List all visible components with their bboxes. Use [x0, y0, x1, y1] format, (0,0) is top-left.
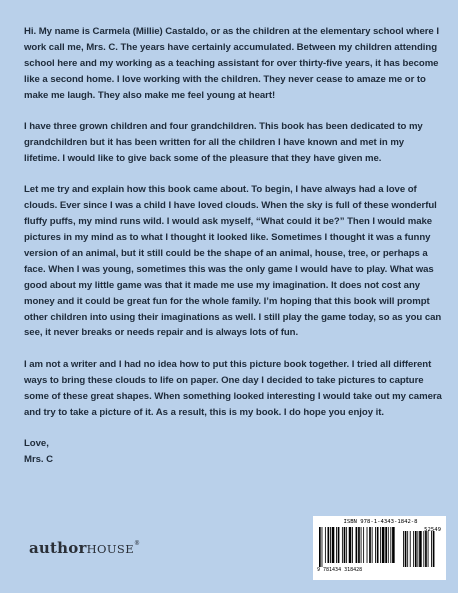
logo-author-text: author [29, 539, 87, 557]
registered-mark: ® [134, 540, 141, 547]
letter-body [24, 24, 442, 468]
isbn-barcode [313, 516, 446, 580]
paragraph-family: I have three grown children and four grandchildren. This book has been dedicated to my grandchildren but it has been written for all the children I have known and met in my lifetime. I would like to give back some of the pleasure that they have given me. [24, 121, 423, 164]
paragraph-intro: Hi. My name is Carmela (Millie) Castaldo, or as the children at the elementary school where I work call me, Mrs. C. The years have certainly accumulated. Between my children attending school here and my working as a teaching assistant for over thirty-five years, it has become like a second home. I love working with the children. They never cease to amaze me or to make me laugh. They also make me feel young at heart! [24, 26, 439, 101]
paragraph-book: I am not a writer and I had no idea how to put this picture book together. I tried all different ways to bring these clouds to life on paper. One day I decided to take pictures to capture some of these great shapes. When something looked interesting I would take out my camera and try to take a picture of it. As a result, this is my book. I do hope you enjoy it. [24, 358, 442, 418]
closing-text: Love, [24, 437, 49, 449]
isbn-label: ISBN 978-1-4343-1842-8 [343, 519, 418, 525]
logo-house-text: HOUSE [86, 542, 134, 556]
paragraph-clouds: Let me try and explain how this book came about. To begin, I have always had a love of clouds. Ever since I was a child I have loved clouds. When the sky is full of these wonderful fluffy puffs, my mind runs wild. I would ask myself, “What could it be?” Then I would make pictures in my mind as to what I thought it looked like. Sometimes I thought it was a funny version of an animal, but it still could be the shape of an animal, house, tree, or perhaps a face. When I was young, sometimes this was the only game I would have to play. What was good about my little game was that it made me use my imagination. It does not cost any money and it could be great fun for the whole family. I’m hoping that this book will prompt other children into using their imaginations as well. I still play the game today, so as you can see, it never breaks or needs repair and is always lots of fun. [24, 184, 442, 339]
barcode-bars [317, 527, 442, 567]
price-code: 52549 [424, 527, 441, 533]
signature-text: Mrs. C [24, 453, 54, 465]
ean-digits: 9 781434 318428 [317, 567, 363, 573]
publisher-logo [29, 539, 140, 557]
